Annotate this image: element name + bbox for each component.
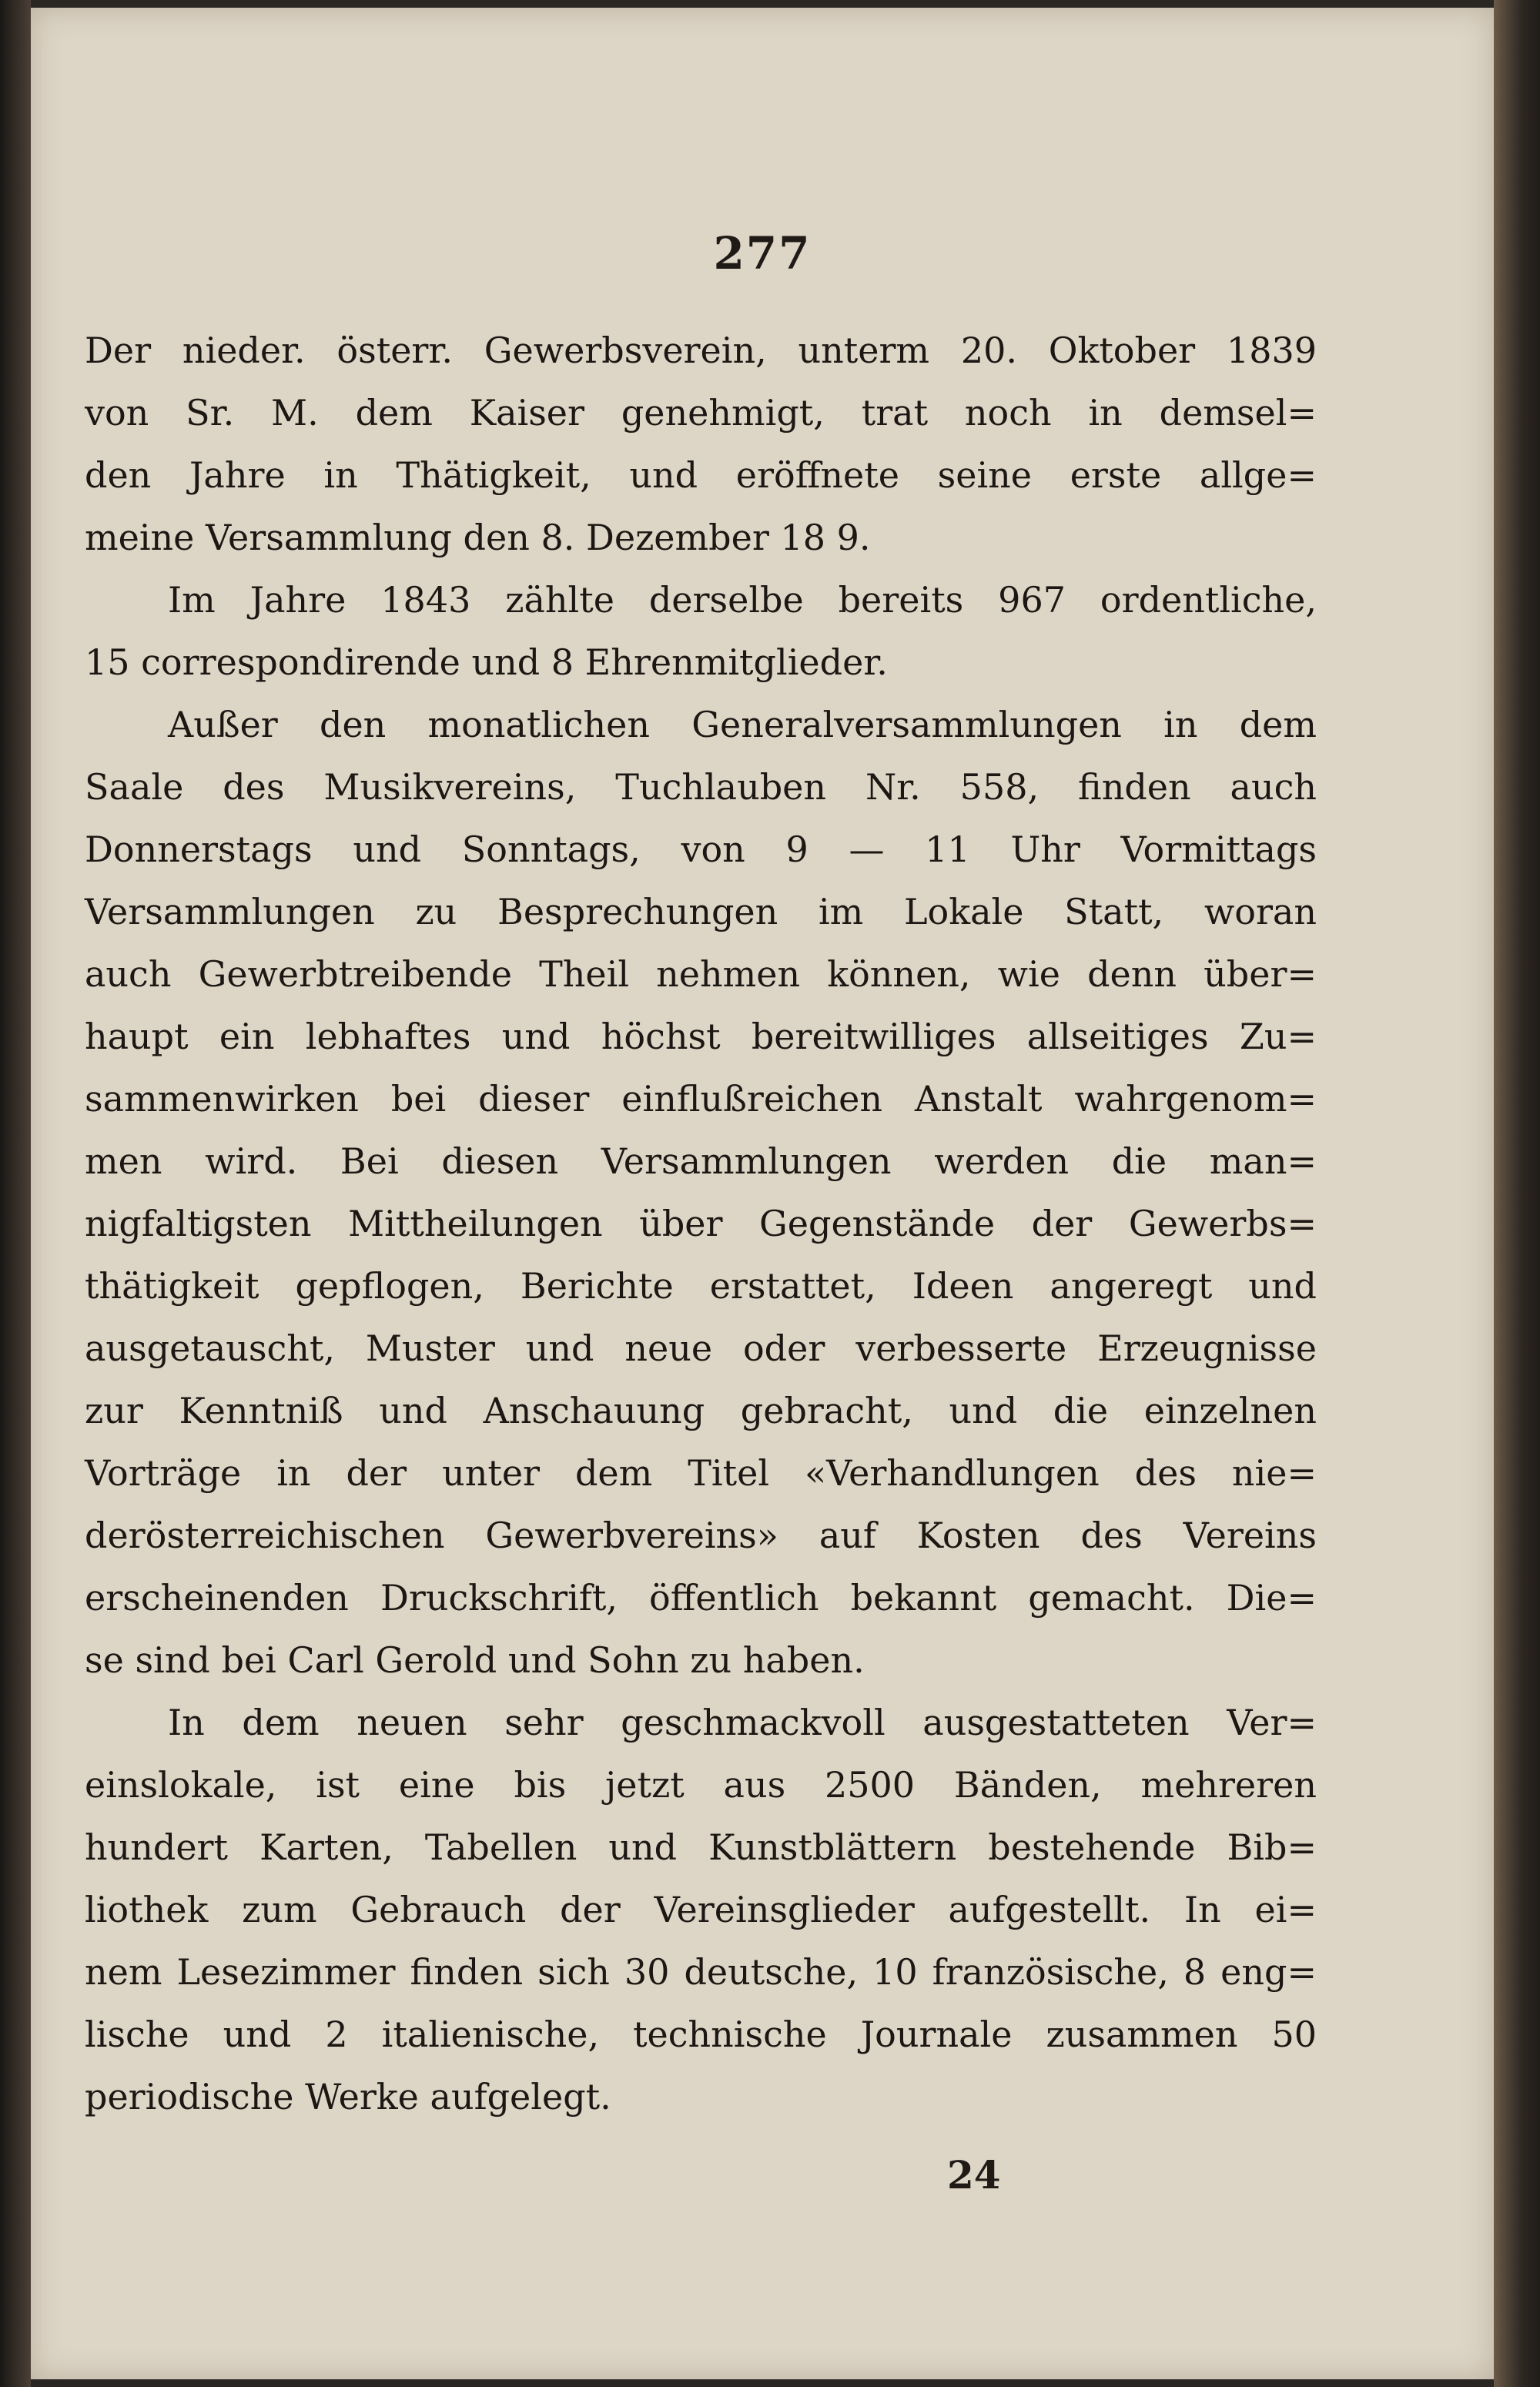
text-line: se sind bei Carl Gerold und Sohn zu haben. <box>85 1639 865 1681</box>
text-line: lische und 2 italienische, technische Journale zusammen 50 <box>85 2014 1317 2055</box>
text-line: hundert Karten, Tabellen und Kunstblättern bestehende Bib= <box>85 1826 1317 1868</box>
text-line: einslokale, ist eine bis jetzt aus 2500 Bänden, mehreren <box>85 1764 1317 1806</box>
paragraph-start: Außer den monatlichen Generalversammlungen in dem <box>168 704 1317 745</box>
text-line: periodische Werke aufgelegt. <box>85 2076 611 2118</box>
text-line: von Sr. M. dem Kaiser genehmigt, trat noch in demsel= <box>85 392 1317 434</box>
book-page <box>31 8 1494 2379</box>
signature-mark: 24 <box>947 2152 1001 2198</box>
text-line: nem Lesezimmer finden sich 30 deutsche, 10 französische, 8 eng= <box>85 1951 1317 1993</box>
text-line: Versammlungen zu Besprechungen im Lokale Statt, woran <box>85 891 1317 932</box>
text-line: meine Versammlung den 8. Dezember 18 9. <box>85 517 871 558</box>
text-line: men wird. Bei diesen Versammlungen werden die man= <box>85 1140 1317 1182</box>
text-line: derösterreichischen Gewerbvereins» auf Kosten des Vereins <box>85 1515 1317 1556</box>
text-line: zur Kenntniß und Anschauung gebracht, und die einzelnen <box>85 1390 1317 1431</box>
text-line: Saale des Musikvereins, Tuchlauben Nr. 558, finden auch <box>85 766 1317 808</box>
text-line: erscheinenden Druckschrift, öffentlich bekannt gemacht. Die= <box>85 1577 1317 1619</box>
body-text <box>85 320 1317 2128</box>
text-line: 15 correspondirende und 8 Ehrenmitglieder. <box>85 641 888 683</box>
text-line: thätigkeit gepflogen, Berichte erstattet, Ideen angeregt und <box>85 1265 1317 1307</box>
text-line: sammenwirken bei dieser einflußreichen Anstalt wahrgenom= <box>85 1078 1317 1120</box>
text-line: Donnerstags und Sonntags, von 9 — 11 Uhr Vormittags <box>85 829 1317 870</box>
text-line: Der nieder. österr. Gewerbsverein, unterm 20. Oktober 1839 <box>85 330 1317 371</box>
text-line: Vorträge in der unter dem Titel «Verhandlungen des nie= <box>85 1452 1317 1494</box>
text-line: liothek zum Gebrauch der Vereinsglieder aufgestellt. In ei= <box>85 1889 1317 1930</box>
page-number: 277 <box>713 227 812 280</box>
text-line: nigfaltigsten Mittheilungen über Gegenstände der Gewerbs= <box>85 1203 1317 1244</box>
paragraph-start: In dem neuen sehr geschmackvoll ausgestatteten Ver= <box>168 1702 1317 1743</box>
text-line: auch Gewerbtreibende Theil nehmen können, wie denn über= <box>85 953 1317 995</box>
text-line: den Jahre in Thätigkeit, und eröffnete seine erste allge= <box>85 454 1317 496</box>
text-line: ausgetauscht, Muster und neue oder verbesserte Erzeugnisse <box>85 1327 1317 1369</box>
book-edge <box>1494 0 1540 2387</box>
text-line: haupt ein lebhaftes und höchst bereitwilliges allseitiges Zu= <box>85 1016 1317 1057</box>
book-gutter <box>0 0 31 2387</box>
paragraph-start: Im Jahre 1843 zählte derselbe bereits 967 ordentliche, <box>168 579 1317 621</box>
